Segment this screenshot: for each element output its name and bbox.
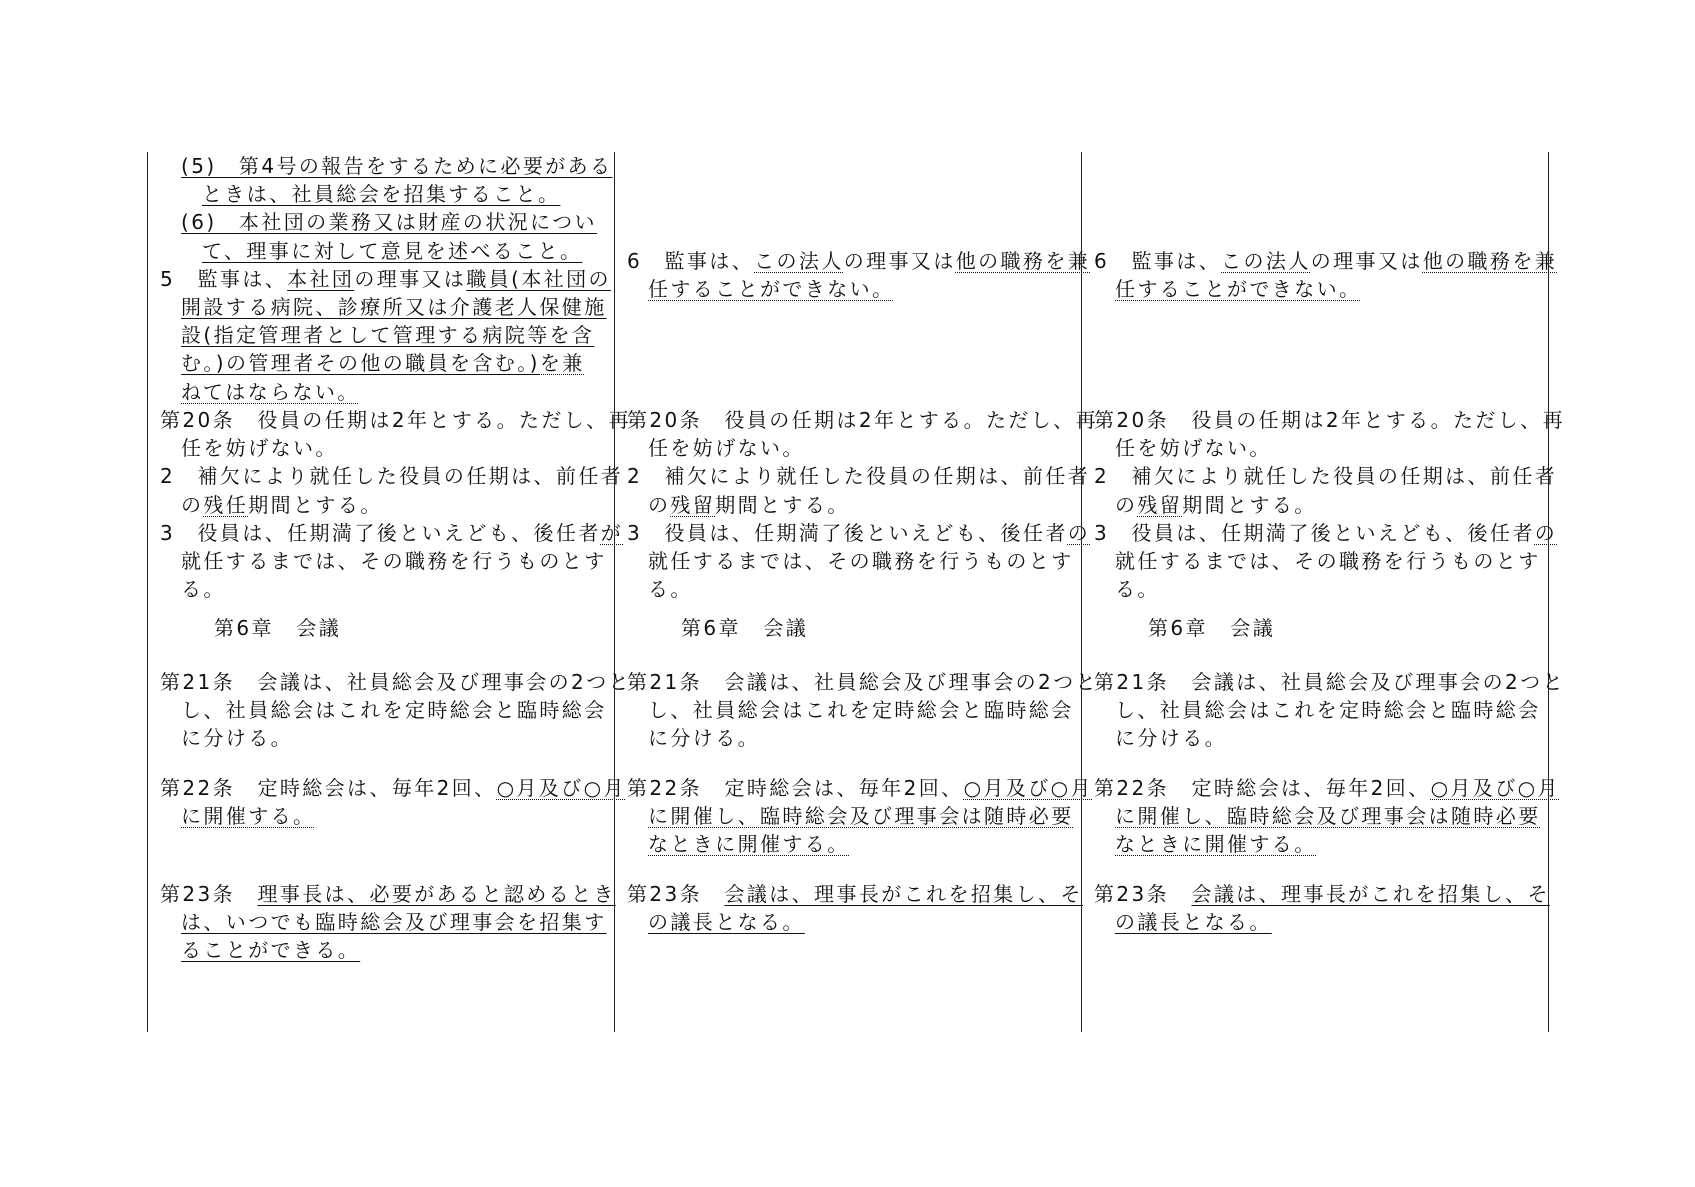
text-line: [627, 880, 1083, 908]
text-segment: 第20条 役員の任期は2年とする。ただし、再: [627, 408, 1098, 432]
column-current: [147, 152, 631, 1032]
dotted-underlined-text: ○月及び○月: [963, 776, 1093, 800]
text-line: [160, 575, 602, 603]
chapter-heading: [1094, 614, 1536, 642]
text-line: [627, 275, 1069, 303]
text-segment: 任を妨げない。: [181, 436, 338, 461]
text-line: [1094, 614, 1536, 642]
text-line: [1094, 830, 1536, 858]
text-segment: 就任するまでは、その職務を行うものとす: [181, 548, 607, 573]
text-segment: 期間とする。: [1182, 492, 1317, 517]
text-segment: る。: [181, 577, 226, 602]
text-line: [627, 908, 1069, 936]
text-line: [1094, 547, 1541, 575]
text-segment: 就任するまでは、その職務を行うものとす: [648, 548, 1074, 573]
underlined-text: 職員(本社団の: [466, 266, 611, 291]
text-line: [160, 774, 626, 802]
dotted-underlined-text: なときに開催する。: [1115, 832, 1317, 857]
dotted-underlined-text: に開催し、臨時総会及び理事会は随時必要: [1115, 804, 1541, 829]
text-line: [1094, 462, 1558, 490]
text-segment: の: [181, 492, 204, 517]
text-line: [627, 614, 1069, 642]
article-block: [160, 880, 616, 965]
chapter-heading: [627, 614, 1069, 642]
text-segment: 第21条 会議は、社員総会及び理事会の2つと: [1094, 670, 1565, 694]
text-line: [160, 802, 602, 830]
text-segment: の: [1115, 492, 1138, 517]
dotted-underlined-text: この法人: [1221, 249, 1311, 273]
text-segment: し、社員総会はこれを定時総会と臨時総会: [1115, 698, 1541, 723]
dotted-underlined-text: 残任: [203, 492, 249, 517]
text-line: [627, 830, 1069, 858]
text-line: [160, 378, 602, 406]
text-line: [160, 434, 602, 462]
text-line: [160, 880, 616, 908]
text-line: [1094, 275, 1536, 303]
text-line: [627, 462, 1091, 490]
text-line: [160, 724, 602, 752]
text-line: [627, 434, 1069, 462]
article-block: [1094, 774, 1560, 859]
text-line: [627, 575, 1069, 603]
text-line: [1094, 802, 1541, 830]
text-segment: 5 監事は、: [160, 266, 288, 291]
comparison-table: [147, 152, 1565, 1032]
dotted-underlined-text: を兼: [539, 351, 585, 376]
text-line: [627, 802, 1074, 830]
article-block: [1094, 406, 1565, 603]
underlined-text: 理事長は、必要があると認めるとき: [257, 882, 616, 906]
text-segment: 第6章 会議: [681, 616, 809, 640]
article-block: [627, 880, 1083, 936]
text-segment: 第21条 会議は、社員総会及び理事会の2つと: [160, 670, 631, 694]
text-segment: 期間とする。: [248, 492, 383, 517]
text-segment: の理事又は: [843, 249, 956, 273]
underlined-text: (6) 本社団の業務又は財産の状況につい: [181, 210, 597, 235]
dotted-underlined-text: の: [1534, 520, 1558, 545]
dotted-underlined-text: 任することができない。: [648, 277, 895, 302]
text-line: [1094, 247, 1558, 275]
dotted-underlined-text: に開催する。: [181, 804, 316, 829]
article-block: [160, 152, 613, 406]
text-segment: し、社員総会はこれを定時総会と臨時総会: [181, 698, 607, 723]
text-segment: 3 役員は、任期満了後といえども、後任者: [160, 520, 601, 545]
text-segment: に分ける。: [181, 726, 293, 751]
text-line: [627, 491, 1069, 519]
text-segment: し、社員総会はこれを定時総会と臨時総会: [648, 698, 1074, 723]
text-segment: 任を妨げない。: [648, 436, 805, 461]
text-segment: 2 補欠により就任した役員の任期は、前任者: [1094, 464, 1558, 489]
text-segment: 3 役員は、任期満了後といえども、後任者: [627, 520, 1068, 545]
text-line: [1094, 880, 1550, 908]
text-line: [160, 696, 607, 724]
dotted-underlined-text: ねてはならない。: [181, 379, 360, 404]
text-segment: 第22条 定時総会は、毎年2回、: [627, 776, 964, 800]
article-block: [627, 668, 1098, 753]
text-line: [160, 180, 602, 208]
dotted-underlined-text: なときに開催する。: [648, 832, 850, 857]
text-segment: の理事又は: [354, 266, 467, 291]
article-block: [1094, 668, 1565, 753]
text-line: [160, 908, 607, 936]
text-line: [160, 491, 602, 519]
text-line: [627, 668, 1098, 696]
text-segment: 第20条 役員の任期は2年とする。ただし、再: [1094, 408, 1565, 432]
article-block: [627, 406, 1098, 603]
underlined-text: て、理事に対して意見を述べること。: [202, 238, 583, 263]
text-line: [1094, 434, 1536, 462]
text-segment: 就任するまでは、その職務を行うものとす: [1115, 548, 1541, 573]
text-line: [627, 724, 1069, 752]
dotted-underlined-text: 任することができない。: [1115, 277, 1362, 302]
text-line: [160, 321, 602, 349]
text-line: [160, 237, 602, 265]
underlined-text: 会議は、理事長がこれを招集し、そ: [1191, 882, 1550, 906]
underlined-text: の議長となる。: [648, 910, 805, 935]
text-line: [1094, 575, 1536, 603]
text-segment: 第23条: [160, 882, 258, 906]
text-segment: 第6章 会議: [1148, 616, 1276, 640]
text-line: [1094, 406, 1565, 434]
text-line: [627, 696, 1074, 724]
text-segment: 第22条 定時総会は、毎年2回、: [1094, 776, 1431, 800]
article-block: [1094, 880, 1550, 936]
text-line: [160, 936, 602, 964]
column-revised-a: [614, 152, 1098, 1032]
article-block: [627, 247, 1091, 303]
underlined-text: ることができる。: [181, 938, 361, 963]
text-line: [160, 547, 607, 575]
dotted-underlined-text: この法人: [754, 249, 844, 273]
text-segment: 6 監事は、: [1094, 249, 1222, 273]
text-segment: 第6章 会議: [214, 616, 342, 640]
text-segment: 任を妨げない。: [1115, 436, 1272, 461]
text-line: [627, 547, 1074, 575]
text-line: [1094, 724, 1536, 752]
article-block: [1094, 247, 1558, 303]
column-revised-b: [1081, 152, 1565, 1032]
text-line: [160, 208, 602, 236]
dotted-underlined-text: ○月及び○月: [496, 776, 626, 800]
chapter-heading: [160, 614, 602, 642]
text-line: [627, 406, 1098, 434]
dotted-underlined-text: の: [1067, 520, 1091, 545]
underlined-text: 開設する病院、診療所又は介護老人保健施: [181, 294, 607, 319]
underlined-text: む。)の管理者その他の職員を含む。): [181, 351, 540, 376]
underlined-text: (5) 第4号の報告をするために必要がある: [181, 154, 613, 178]
text-segment: 2 補欠により就任した役員の任期は、前任者: [160, 464, 624, 489]
article-block: [160, 406, 631, 603]
text-segment: の理事又は: [1310, 249, 1423, 273]
text-segment: 6 監事は、: [627, 249, 755, 273]
text-segment: 第21条 会議は、社員総会及び理事会の2つと: [627, 670, 1098, 694]
text-line: [160, 614, 602, 642]
text-line: [627, 519, 1091, 547]
text-line: [160, 293, 607, 321]
article-block: [160, 668, 631, 753]
text-line: [627, 774, 1093, 802]
text-line: [1094, 491, 1536, 519]
dotted-underlined-text: 残留: [670, 492, 716, 517]
underlined-text: 本社団: [287, 266, 355, 291]
text-line: [160, 406, 631, 434]
dotted-underlined-text: が: [600, 520, 624, 545]
text-segment: 第23条: [1094, 882, 1192, 906]
text-segment: 第22条 定時総会は、毎年2回、: [160, 776, 497, 800]
text-segment: 2 補欠により就任した役員の任期は、前任者: [627, 464, 1091, 489]
text-line: [1094, 668, 1565, 696]
dotted-underlined-text: 他の職務を兼: [1422, 249, 1558, 273]
text-segment: 第20条 役員の任期は2年とする。ただし、再: [160, 408, 631, 432]
text-line: [160, 519, 624, 547]
dotted-underlined-text: 他の職務を兼: [955, 249, 1091, 273]
text-segment: 3 役員は、任期満了後といえども、後任者: [1094, 520, 1535, 545]
underlined-text: の議長となる。: [1115, 910, 1272, 935]
underlined-text: 会議は、理事長がこれを招集し、そ: [724, 882, 1083, 906]
text-segment: る。: [1115, 577, 1160, 602]
underlined-text: は、いつでも臨時総会及び理事会を招集す: [181, 910, 607, 935]
text-line: [160, 668, 631, 696]
dotted-underlined-text: に開催し、臨時総会及び理事会は随時必要: [648, 804, 1074, 829]
text-segment: る。: [648, 577, 693, 602]
text-line: [1094, 519, 1558, 547]
text-segment: の: [648, 492, 671, 517]
dotted-underlined-text: ○月及び○月: [1430, 776, 1560, 800]
dotted-underlined-text: 残留: [1137, 492, 1183, 517]
text-line: [160, 462, 624, 490]
text-segment: に分ける。: [1115, 726, 1227, 751]
underlined-text: ときは、社員総会を招集すること。: [202, 182, 561, 207]
text-line: [160, 265, 611, 293]
article-block: [627, 774, 1093, 859]
text-segment: 期間とする。: [715, 492, 850, 517]
underlined-text: 設(指定管理者として管理する病院等を含: [181, 323, 595, 348]
text-line: [1094, 774, 1560, 802]
text-line: [160, 152, 613, 180]
text-segment: 第23条: [627, 882, 725, 906]
text-line: [1094, 696, 1541, 724]
text-line: [627, 247, 1091, 275]
text-segment: に分ける。: [648, 726, 760, 751]
text-line: [1094, 908, 1536, 936]
article-block: [160, 774, 626, 830]
text-line: [160, 349, 602, 377]
